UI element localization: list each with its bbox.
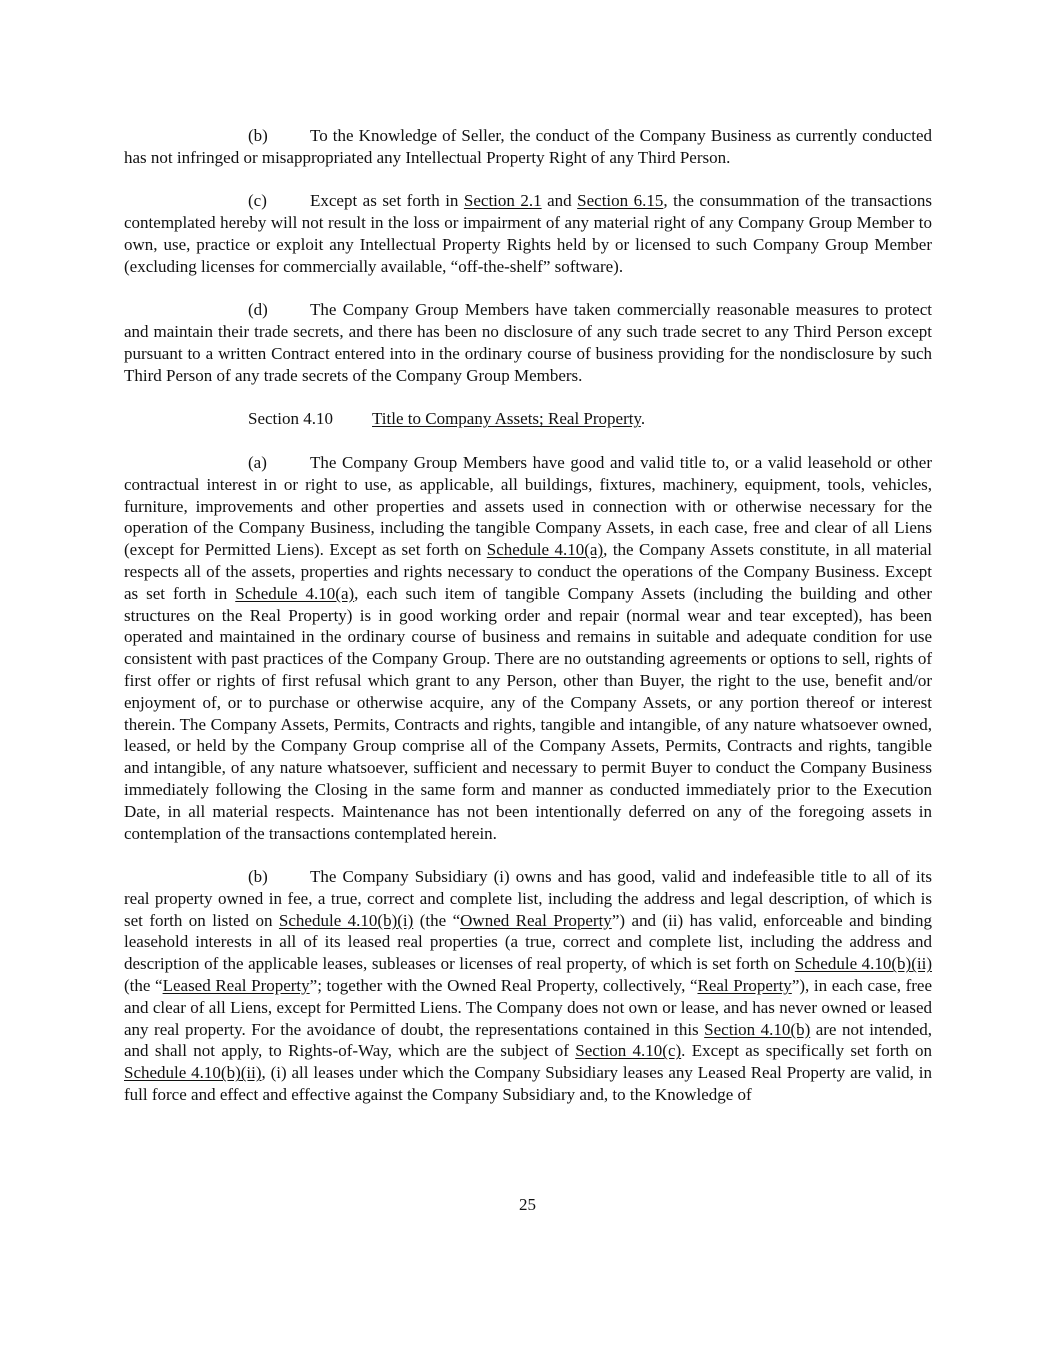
cross-reference: Section 6.15	[577, 191, 664, 211]
paragraph-number: (c)	[248, 191, 267, 211]
paragraph-text: , the Company Assets constitute, in all material respects all of the assets, properties and rights necessary to conduct the operations of the Company Business. Except as set forth in	[124, 540, 932, 603]
defined-term: Owned Real Property	[460, 910, 612, 930]
cross-reference: Schedule 4.10(b)(i)	[278, 910, 414, 930]
cross-reference: Schedule 4.10(a)	[235, 583, 355, 603]
document-body	[124, 125, 932, 1128]
paragraph-ip-b	[124, 125, 932, 169]
paragraph-number: (a)	[248, 452, 267, 472]
paragraph-ip-c	[124, 190, 932, 277]
paragraph-text: Except as set forth in	[310, 191, 464, 211]
paragraph-ip-d	[124, 299, 932, 386]
paragraph-text: are not intended, and shall not apply, to Rights-of-Way, which are the subject of	[124, 1019, 932, 1061]
cross-reference: Schedule 4.10(b)(ii)	[794, 954, 932, 974]
paragraph-text: (the “	[124, 976, 163, 996]
paragraph-text: ”; together with the Owned Real Property, collectively, “	[309, 976, 698, 996]
cross-reference: Section 4.10(b)	[704, 1019, 811, 1039]
cross-reference: Section 2.1	[463, 191, 542, 211]
paragraph-text: and	[541, 191, 578, 211]
paragraph-text: The Company Group Members have taken commercially reasonable measures to protect and maintain their trade secrets, and there has been no disclosure of any such trade secret to any Third Person except pursuant to a written Contract entered into in the ordinary course of business providing for the nondisclosure by such Third Person of any trade secrets of the Company Group Members.	[124, 300, 932, 385]
section-heading	[248, 408, 932, 430]
paragraph-number: (b)	[248, 126, 268, 145]
paragraph-4-10-a	[124, 452, 932, 844]
paragraph-number: (d)	[248, 300, 268, 320]
section-number: Section 4.10	[248, 409, 333, 429]
paragraph-text: , each such item of tangible Company Assets (including the building and other structures on the Real Property) is in good working order and repair (normal wear and tear excepted), has been operated and maintained in the ordinary course of business and remains in suitable and adequate condition for use consistent with past practices of the Company Group. There are no outstanding agreements or options to sell, rights of first offer or rights of first refusal which grant to any Person, other than Buyer, the right to the use, benefit and/or enjoyment of, or to purchase or otherwise acquire, any of the Company Assets, or any portion thereof or interest therein. The Company Assets, Permits, Contracts and rights, tangible and intangible, of any nature whatsoever owned, leased, or held by the Company Group comprise all of the Company Assets, Permits, Contracts and rights, tangible and intangible, of any nature whatsoever, sufficient and necessary to permit Buyer to conduct the Company Business immediately following the Closing in the same form and manner as conducted immediately prior to the Execution Date, in all material respects. Maintenance has not been intentionally deferred on any of the foregoing assets in contemplation of the transactions contemplated herein.	[124, 583, 932, 843]
paragraph-4-10-b	[124, 866, 932, 1106]
paragraph-text: ”) and (ii) has valid, enforceable and binding leasehold interests in all of its leased real properties (a true, correct and complete list, including the address and description of the applicable leases, subleases or licenses of real property, of which is set forth on	[124, 910, 933, 974]
defined-term: Leased Real Property	[162, 976, 310, 996]
cross-reference: Schedule 4.10(b)(ii)	[124, 1063, 262, 1083]
paragraph-text: . Except as specifically set forth on	[681, 1041, 933, 1061]
page-number: 25	[519, 1195, 536, 1214]
paragraph-text: The Company Group Members have good and valid title to, or a valid leasehold or other contractual interest in or right to use, as applicable, all buildings, fixtures, machinery, equipment, tools, vehicles, furniture, improvements and other properties and assets used in connection with or otherwise necessary for the operation of the Company Business, including the tangible Company Assets, in each case, free and clear of all Liens (except for Permitted Liens). Except as set forth on	[124, 452, 932, 560]
paragraph-text: , (i) all leases under which the Company Subsidiary leases any Leased Real Property are valid, in full force and effect and effective against the Company Subsidiary and, to the Knowledge of	[124, 1063, 933, 1105]
paragraph-text: ”), in each case, free and clear of all Liens, except for Permitted Liens. The Company does not own or lease, and has never owned or leased any real property. For the avoidance of doubt, the representations contained in this	[124, 976, 933, 1039]
paragraph-text: The Company Subsidiary (i) owns and has good, valid and indefeasible title to all of its real property owned in fee, a true, correct and complete list, including the address and legal description, of which is set forth on listed on	[124, 867, 932, 930]
section-title-period: .	[640, 409, 646, 429]
defined-term: Real Property	[697, 976, 792, 996]
paragraph-text: (the “	[413, 910, 461, 930]
paragraph-number: (b)	[248, 867, 268, 887]
cross-reference: Section 4.10(c)	[575, 1041, 682, 1061]
section-title: Title to Company Assets; Real Property	[372, 409, 641, 429]
paragraph-text: , the consummation of the transactions contemplated hereby will not result in the loss or impairment of any material right of any Company Group Member to own, use, practice or exploit any Intellectual Property Rights held by or licensed to such Company Group Member (excluding licenses for commercially available, “off-the-shelf” software).	[124, 191, 933, 276]
cross-reference: Schedule 4.10(a)	[486, 540, 604, 560]
paragraph-text: To the Knowledge of Seller, the conduct of the Company Business as currently conducted has not infringed or misappropriated any Intellectual Property Right of any Third Person.	[124, 126, 932, 167]
